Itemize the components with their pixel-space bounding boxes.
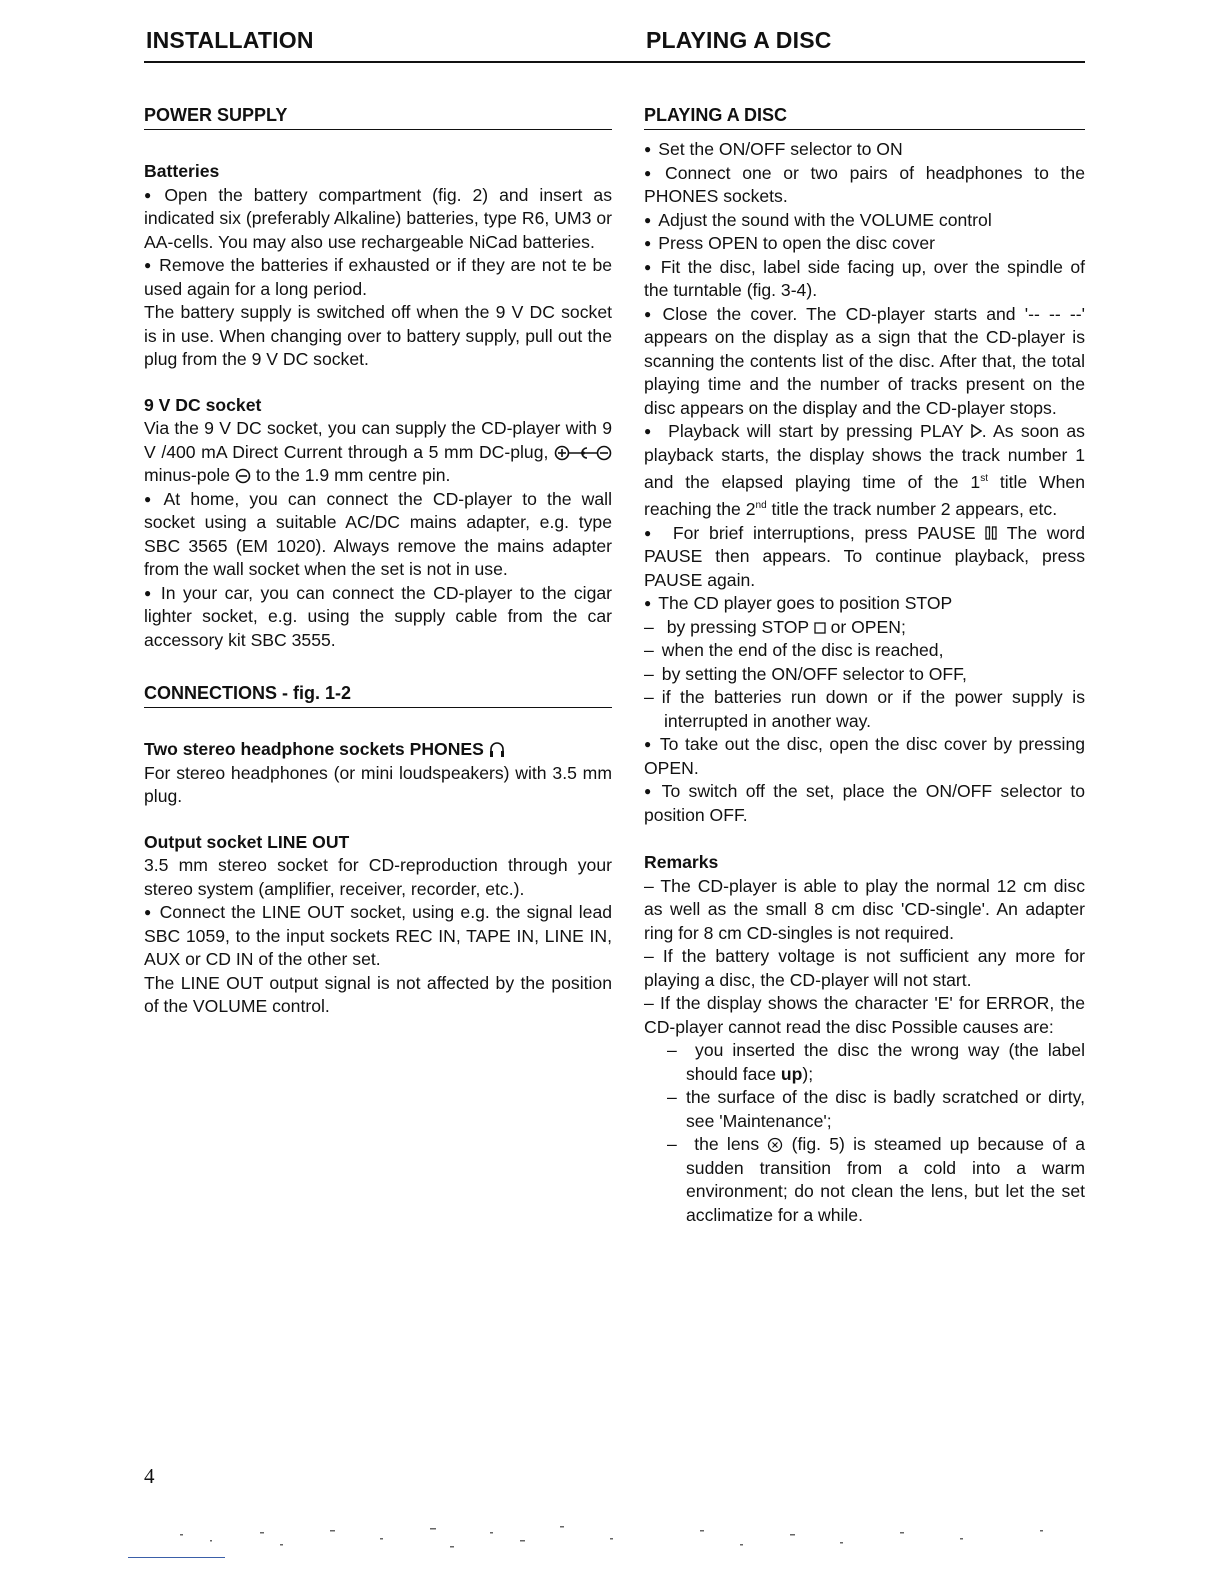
remark-battery-voltage: – If the battery voltage is not sufficient any more for playing a disc, the CD-player will not start. bbox=[644, 946, 1085, 990]
step-close-cover: ● Close the cover. The CD-player starts and '-- -- --' appears on the display as a sign that the CD-player is scanning the contents list of the disc. After that, the total playing time and the number of tracks present on the disc appears on the display and the CD-player stops. bbox=[644, 303, 1085, 421]
lens-icon bbox=[767, 1137, 783, 1153]
paragraph-dc-car: ● In your car, you can connect the CD-player to the cigar lighter socket, e.g. using the supply cable from the car accessory kit SBC 3555. bbox=[144, 582, 612, 653]
playback-text-c: title When reaching the 2 bbox=[644, 471, 1085, 520]
paragraph-phones: For stereo headphones (or mini loudspeakers) with 3.5 mm plug. bbox=[144, 762, 612, 806]
stop-text-a: by pressing STOP bbox=[666, 616, 809, 637]
paragraph-batteries-switch: The battery supply is switched off when the 9 V DC socket is in use. When changing over to battery supply, pull out the plug from the 9 V DC socket. bbox=[144, 302, 612, 369]
step-open-cover: ● Press OPEN to open the disc cover bbox=[644, 232, 1085, 256]
playback-text-b: . As soon as playback starts, the display shows the track number 1 and the elapsed playing time of the 1 bbox=[644, 421, 1085, 492]
paragraph-dc-home: ● At home, you can connect the CD-player to the wall socket using a suitable AC/DC mains adapter, e.g. type SBC 3565 (EM 1020). Always remove the mains adapter from the wall socket when the set is not in use. bbox=[144, 488, 612, 582]
stop-by-pressing bbox=[644, 616, 1085, 640]
play-icon bbox=[971, 424, 982, 438]
paragraph-line-out-connect: ● Connect the LINE OUT socket, using e.g. the signal lead SBC 1059, to the input sockets REC IN, TAPE IN, LINE IN, AUX or CD IN of the other set. bbox=[144, 901, 612, 972]
heading-line-out: Output socket LINE OUT bbox=[144, 831, 350, 852]
step-headphones: ● Connect one or two pairs of headphones to the PHONES sockets. bbox=[644, 162, 1085, 209]
footer-rule bbox=[128, 1557, 225, 1558]
step-stop-position: ● The CD player goes to position STOP bbox=[644, 592, 1085, 616]
superscript-second: nd bbox=[755, 500, 767, 512]
paragraph-batteries-insert: ● Open the battery compartment (fig. 2) and insert as indicated six (preferably Alkaline) batteries, type R6, UM3 or AA-cells. You may also use rechargeable NiCad batteries. bbox=[144, 184, 612, 255]
playback-text-a: Playback will start by pressing PLAY bbox=[668, 421, 964, 441]
section-title-power-supply: POWER SUPPLY bbox=[144, 104, 612, 130]
superscript-first: st bbox=[980, 473, 988, 484]
pause-icon bbox=[985, 526, 997, 540]
paragraph-batteries-remove: ● Remove the batteries if exhausted or if they are not te be used again for a long period. bbox=[144, 254, 612, 301]
section-title-connections: CONNECTIONS - fig. 1-2 bbox=[144, 682, 612, 708]
step-fit-disc: ● Fit the disc, label side facing up, over the spindle of the turntable (fig. 3-4). bbox=[644, 256, 1085, 303]
stop-icon bbox=[814, 622, 826, 634]
phones-heading-text: Two stereo headphone sockets PHONES bbox=[144, 739, 484, 759]
minus-circle-icon bbox=[235, 468, 251, 484]
cause-scratched: – the surface of the disc is badly scratched or dirty, see 'Maintenance'; bbox=[644, 1086, 1085, 1133]
stop-selector-off: – by setting the ON/OFF selector to OFF, bbox=[644, 663, 1085, 687]
step-playback bbox=[644, 420, 1085, 522]
cause1-text-c: ); bbox=[802, 1063, 814, 1084]
paragraph-line-out-socket: 3.5 mm stereo socket for CD-reproduction through your stereo system (amplifier, receiver, recorder, etc.). bbox=[144, 855, 612, 899]
headphones-icon bbox=[489, 740, 505, 758]
step-volume: ● Adjust the sound with the VOLUME control bbox=[644, 209, 1085, 233]
heading-9v-dc-socket: 9 V DC socket bbox=[144, 394, 262, 415]
cause1-text-a: you inserted the disc the wrong way (the label should face bbox=[686, 1040, 1085, 1084]
heading-phones bbox=[144, 738, 612, 762]
left-column bbox=[144, 104, 612, 1019]
section-title-playing-a-disc: PLAYING A DISC bbox=[644, 104, 1085, 130]
stop-text-b: or OPEN; bbox=[825, 616, 906, 637]
right-column bbox=[644, 104, 1085, 1227]
playback-text-d: title the track number 2 appears, etc. bbox=[766, 499, 1058, 520]
scan-noise-decoration bbox=[140, 1520, 1100, 1570]
remark-disc-size: – The CD-player is able to play the normal 12 cm disc as well as the small 8 cm disc 'CD-single'. An adapter ring for 8 cm CD-singles is not required. bbox=[644, 875, 1085, 943]
step-take-out-disc: ● To take out the disc, open the disc cover by pressing OPEN. bbox=[644, 733, 1085, 780]
page-header-playing-a-disc: PLAYING A DISC bbox=[646, 27, 832, 53]
paragraph-line-out-volume: The LINE OUT output signal is not affected by the position of the VOLUME control. bbox=[144, 972, 612, 1016]
page-header-installation: INSTALLATION bbox=[146, 27, 314, 53]
cause3-text-a: the lens bbox=[694, 1134, 760, 1155]
dc-text-b: minus-pole bbox=[144, 465, 231, 485]
step-switch-off: ● To switch off the set, place the ON/OFF selector to position OFF. bbox=[644, 780, 1085, 827]
heading-remarks: Remarks bbox=[644, 852, 719, 873]
cause-lens-steamed bbox=[644, 1133, 1085, 1227]
dc-text-a: Via the 9 V DC socket, you can supply the CD-player with 9 V /400 mA Direct Current through a 5 mm DC-plug, bbox=[144, 418, 612, 462]
cause3-text-b: (fig. 5) is steamed up because of a sudden transition from a cold into a warm environment; do not clean the lens, but let the set acclimatize for a while. bbox=[686, 1134, 1085, 1225]
dc-text-c: to the 1.9 mm centre pin. bbox=[255, 465, 451, 485]
pause-text-a: For brief interruptions, press PAUSE bbox=[672, 522, 976, 543]
heading-batteries: Batteries bbox=[144, 161, 220, 181]
step-on-off: ● Set the ON/OFF selector to ON bbox=[644, 138, 1085, 162]
paragraph-dc-supply bbox=[144, 417, 612, 488]
cause-wrong-way bbox=[644, 1039, 1085, 1086]
stop-batteries-run-down: – if the batteries run down or if the power supply is interrupted in another way. bbox=[644, 686, 1085, 733]
header-rule bbox=[144, 61, 1085, 63]
pause-text-b: The word PAUSE then appears. To continue playback, press PAUSE again. bbox=[644, 522, 1086, 590]
stop-end-of-disc: – when the end of the disc is reached, bbox=[644, 639, 1085, 663]
step-pause bbox=[644, 522, 1085, 593]
polarity-icon bbox=[554, 445, 612, 461]
cause1-text-b: up bbox=[780, 1063, 803, 1084]
remark-error: – If the display shows the character 'E' for ERROR, the CD-player cannot read the disc Possible causes are: bbox=[644, 993, 1085, 1037]
page-number: 4 bbox=[144, 1464, 155, 1488]
